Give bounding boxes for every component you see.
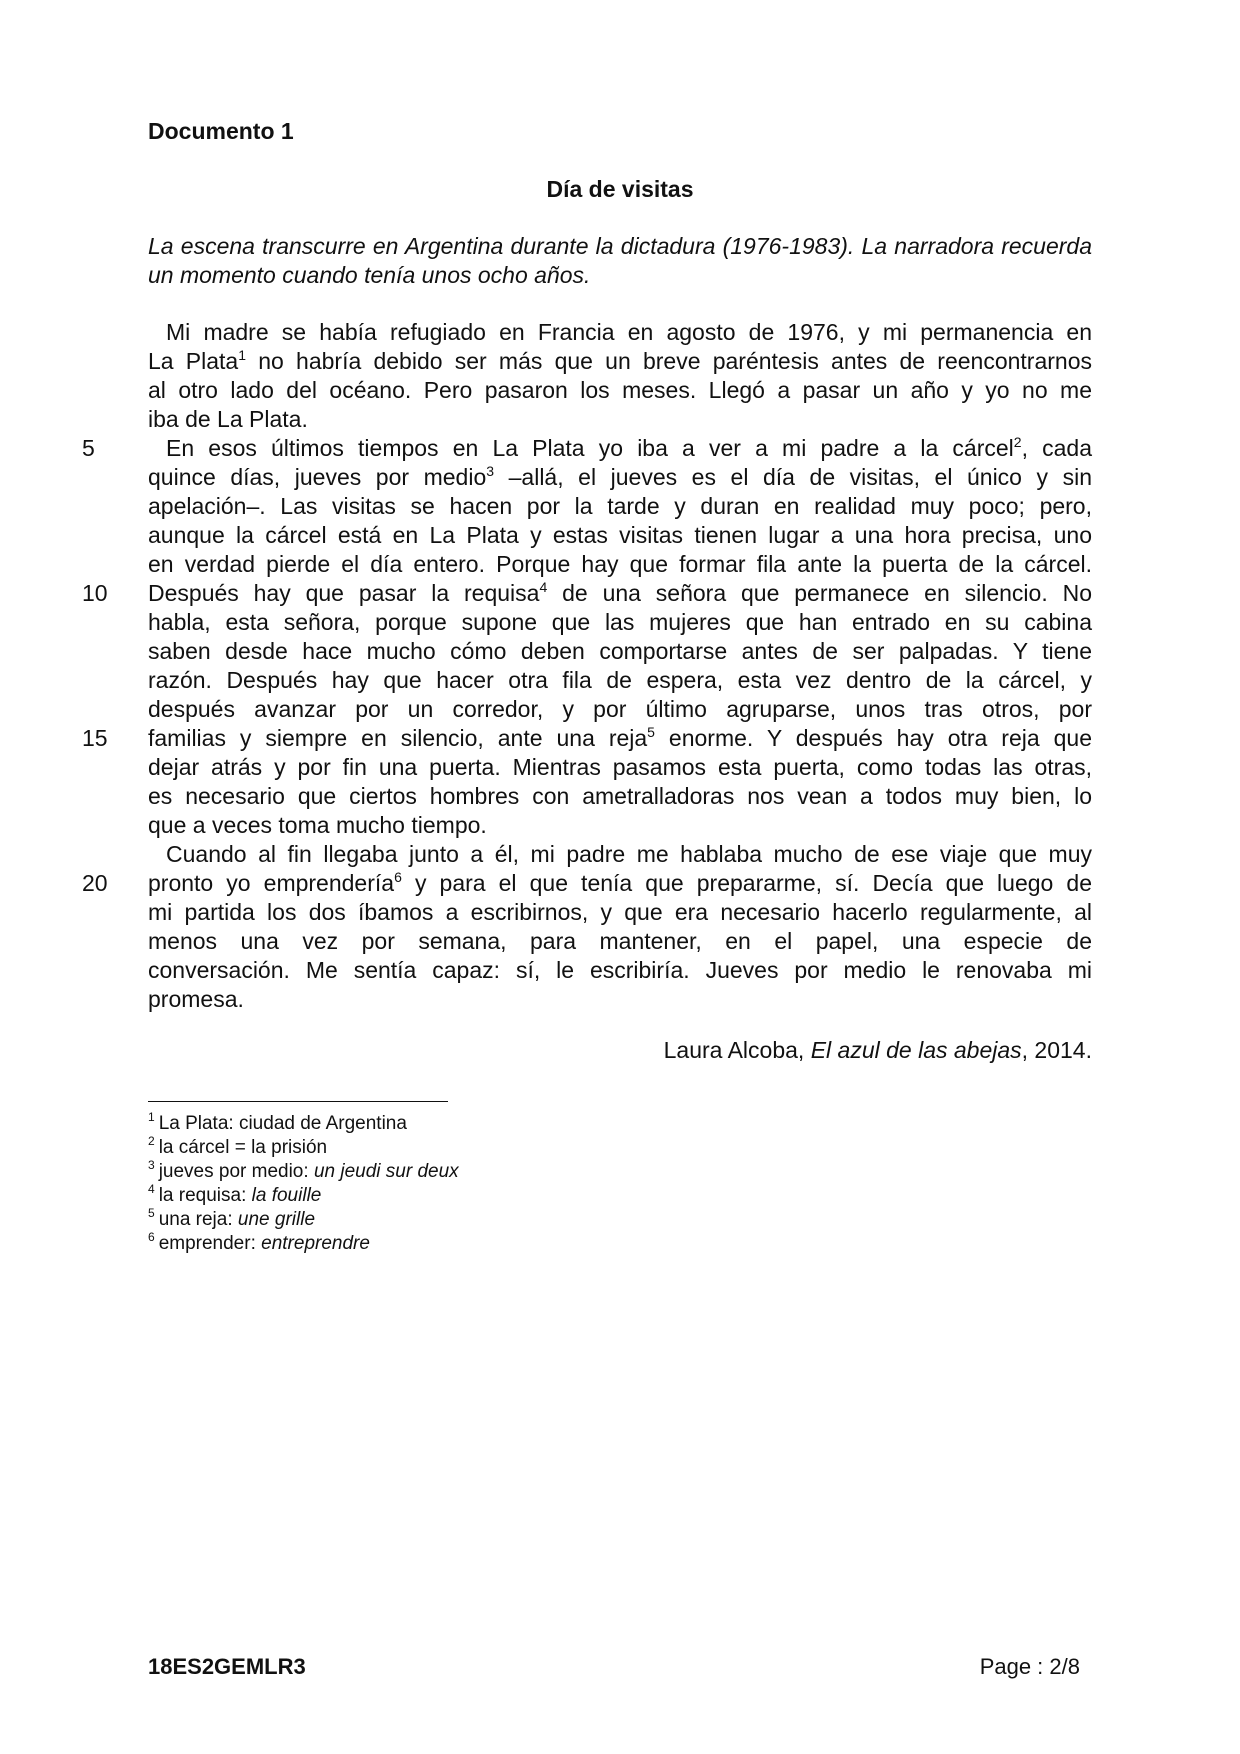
line-number: 20 [82,870,108,896]
document-label: Documento 1 [148,118,294,144]
source-work: El azul de las abejas [810,1037,1022,1063]
footnote: $^1$ La Plata: ciudad de Argentina [148,1110,407,1134]
text-line: conversación. Me sentía capaz: sí, le escribiría. Jueves por medio le renovaba mi [148,957,1092,983]
text-line: al otro lado del océano. Pero pasaron los meses. Llegó a pasar un año y yo no me [148,377,1092,403]
text-line: La Plata$^1$ no habría debido ser más que un breve paréntesis antes de reencontrarnos [148,347,1093,374]
text-line: quince días, jueves por medio$^3$ –allá, el jueves es el día de visitas, el único y sin [148,463,1092,490]
source-year: , 2014. [1021,1037,1092,1063]
text-line: después avanzar por un corredor, y por último agruparse, unos tras otros, por [148,696,1092,722]
text-line: 15 familias y siempre en silencio, ante una reja$^5$ enorme. Y después hay otra reja que [82,724,1092,751]
text-line: dejar atrás y por fin una puerta. Mientras pasamos esta puerta, como todas las otras, [148,754,1092,780]
footnotes-list [148,1112,459,1256]
intro-text: La escena transcurre en Argentina durante la dictadura (1976-1983). La narradora recuerda un momento cuando tenía unos ocho años. [148,233,1092,288]
text-line: razón. Después hay que hacer otra fila de espera, esta vez dentro de la cárcel, y [148,667,1092,693]
document-title: Día de visitas [546,176,694,202]
text-line: menos una vez por semana, para mantener, en el papel, una especie de [148,928,1092,954]
page-number: Page : 2/8 [979,1654,1080,1679]
text-line: 5 En esos últimos tiempos en La Plata yo iba a ver a mi padre a la cárcel$^2$, cada [82,434,1093,461]
footnote: $^5$ una reja: une grille [148,1206,316,1230]
text-line: saben desde hace mucho cómo deben comportarse antes de ser palpadas. Y tiene [148,638,1092,664]
text-line: habla, esta señora, porque supone que las mujeres que han entrado en su cabina [148,609,1092,635]
text-line: Cuando al fin llegaba junto a él, mi padre me hablaba mucho de ese viaje que muy [166,841,1092,867]
text-line: iba de La Plata. [148,406,308,432]
footnote: $^4$ la requisa: la fouille [148,1182,322,1206]
footnote: $^3$ jueves por medio: un jeudi sur deux [148,1158,459,1182]
text-line: apelación–. Las visitas se hacen por la tarde y duran en realidad muy poco; pero, [148,493,1092,519]
text-line: es necesario que ciertos hombres con ametralladoras nos vean a todos muy bien, lo [148,783,1092,809]
text-line: promesa. [148,986,244,1012]
source-author: Laura Alcoba, [663,1037,811,1063]
footnote: $^2$ la cárcel = la prisión [148,1134,328,1158]
text-line: 20 pronto yo emprendería$^6$ y para el que tenía que prepararme, sí. Decía que luego de [82,869,1092,896]
document-code: 18ES2GEMLR3 [148,1654,306,1679]
line-number: 5 [82,435,95,461]
source-citation [664,1037,1092,1064]
line-number: 10 [82,580,108,606]
text-line: en verdad pierde el día entero. Porque hay que formar fila ante la puerta de la cárcel. [148,551,1092,577]
main-text [82,318,1093,1014]
footnote: $^6$ emprender: entreprendre [148,1230,370,1254]
text-line: mi partida los dos íbamos a escribirnos, y que era necesario hacerlo regularmente, al [148,899,1092,925]
page-footer [148,1654,1080,1680]
text-line: que a veces toma mucho tiempo. [148,812,487,838]
text-line: 10 Después hay que pasar la requisa$^4$ de una señora que permanece en silencio. No [82,579,1092,606]
text-line: Mi madre se había refugiado en Francia en agosto de 1976, y mi permanencia en [166,319,1092,345]
text-line: aunque la cárcel está en La Plata y estas visitas tienen lugar a una hora precisa, uno [148,522,1092,548]
line-number: 15 [82,725,108,751]
footnote-divider [148,1101,448,1102]
